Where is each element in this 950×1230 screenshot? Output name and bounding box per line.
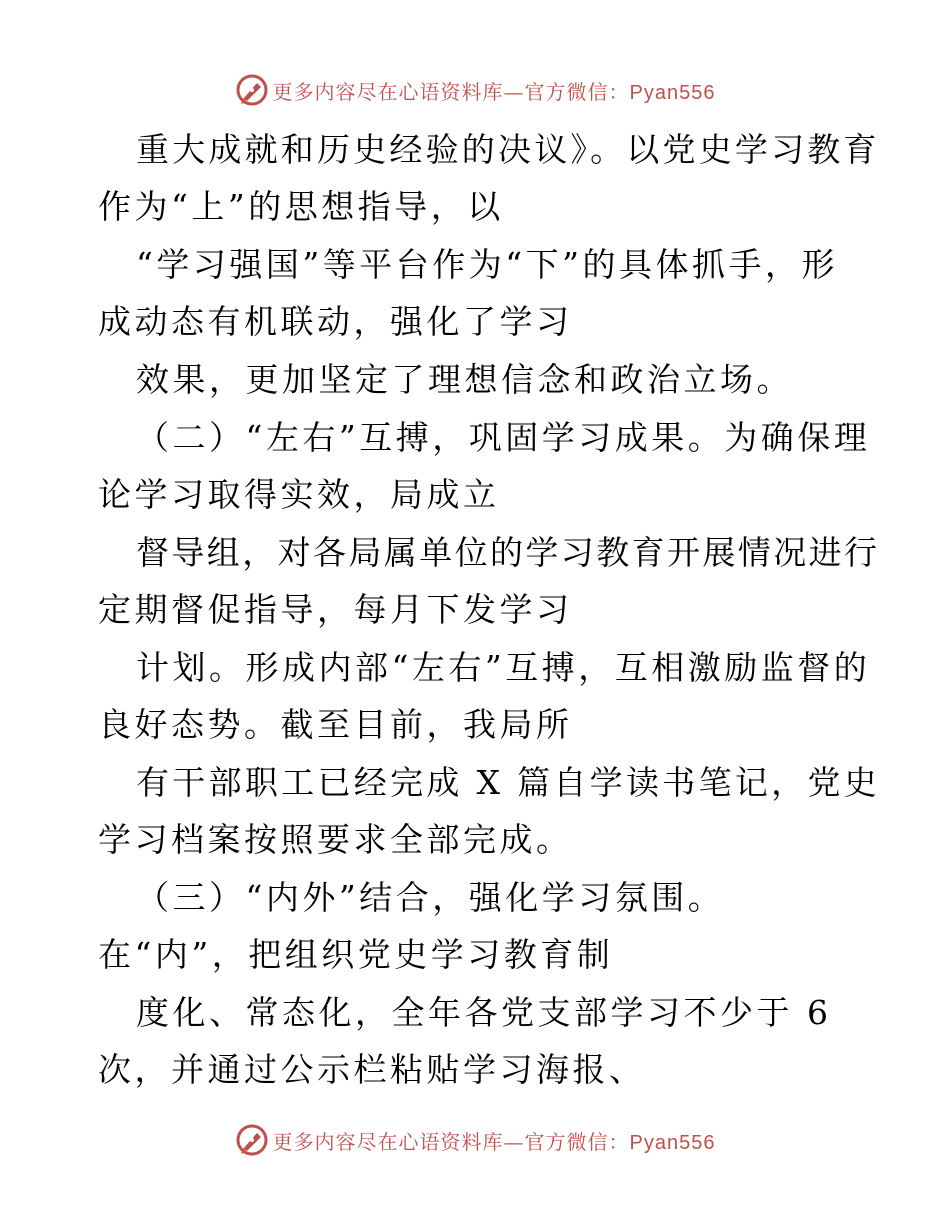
body-line: 重大成就和历史经验的决议》。以党史学习教育 [136, 130, 880, 169]
body-line: （三）“内外”结合，强化学习氛围。 [136, 878, 725, 917]
footer-watermark-text: 更多内容尽在心语资料库—官方微信：Pyan556 [272, 1129, 716, 1154]
body-line: “学习强国”等平台作为“下”的具体抓手，形 [136, 245, 838, 284]
body-line: 度化、常态化，全年各党支部学习不少于 6 [136, 993, 832, 1032]
body-line: 作为“上”的思想指导，以 [98, 187, 504, 226]
body-line: 定期督促指导，每月下发学习 [98, 590, 573, 629]
header-wechat-id: Pyan556 [629, 81, 716, 104]
header-watermark-text: 更多内容尽在心语资料库—官方微信：Pyan556 [272, 79, 716, 104]
body-line: （二）“左右”互搏，巩固学习成果。为确保理 [136, 418, 871, 457]
pen-logo-icon [235, 73, 269, 107]
footer-wechat-id: Pyan556 [629, 1131, 716, 1154]
body-line: 在“内”，把组织党史学习教育制 [98, 935, 614, 974]
body-line: 效果，更加坚定了理想信念和政治立场。 [136, 360, 793, 399]
body-line: 有干部职工已经完成 X 篇自学读书笔记，党史 [136, 763, 881, 802]
body-line: 论学习取得实效，局成立 [98, 475, 500, 514]
body-line: 学习档案按照要求全部完成。 [98, 820, 573, 859]
body-line: 计划。形成内部“左右”互搏，互相激励监督的 [136, 648, 871, 687]
body-line: 次，并通过公示栏粘贴学习海报、 [98, 1050, 646, 1089]
body-line: 良好态势。截至目前，我局所 [98, 705, 573, 744]
header-watermark [0, 70, 950, 110]
footer-watermark [0, 1120, 950, 1160]
body-line: 督导组，对各局属单位的学习教育开展情况进行 [136, 533, 880, 572]
pen-logo-icon [235, 1123, 269, 1157]
body-line: 成动态有机联动，强化了学习 [98, 302, 573, 341]
